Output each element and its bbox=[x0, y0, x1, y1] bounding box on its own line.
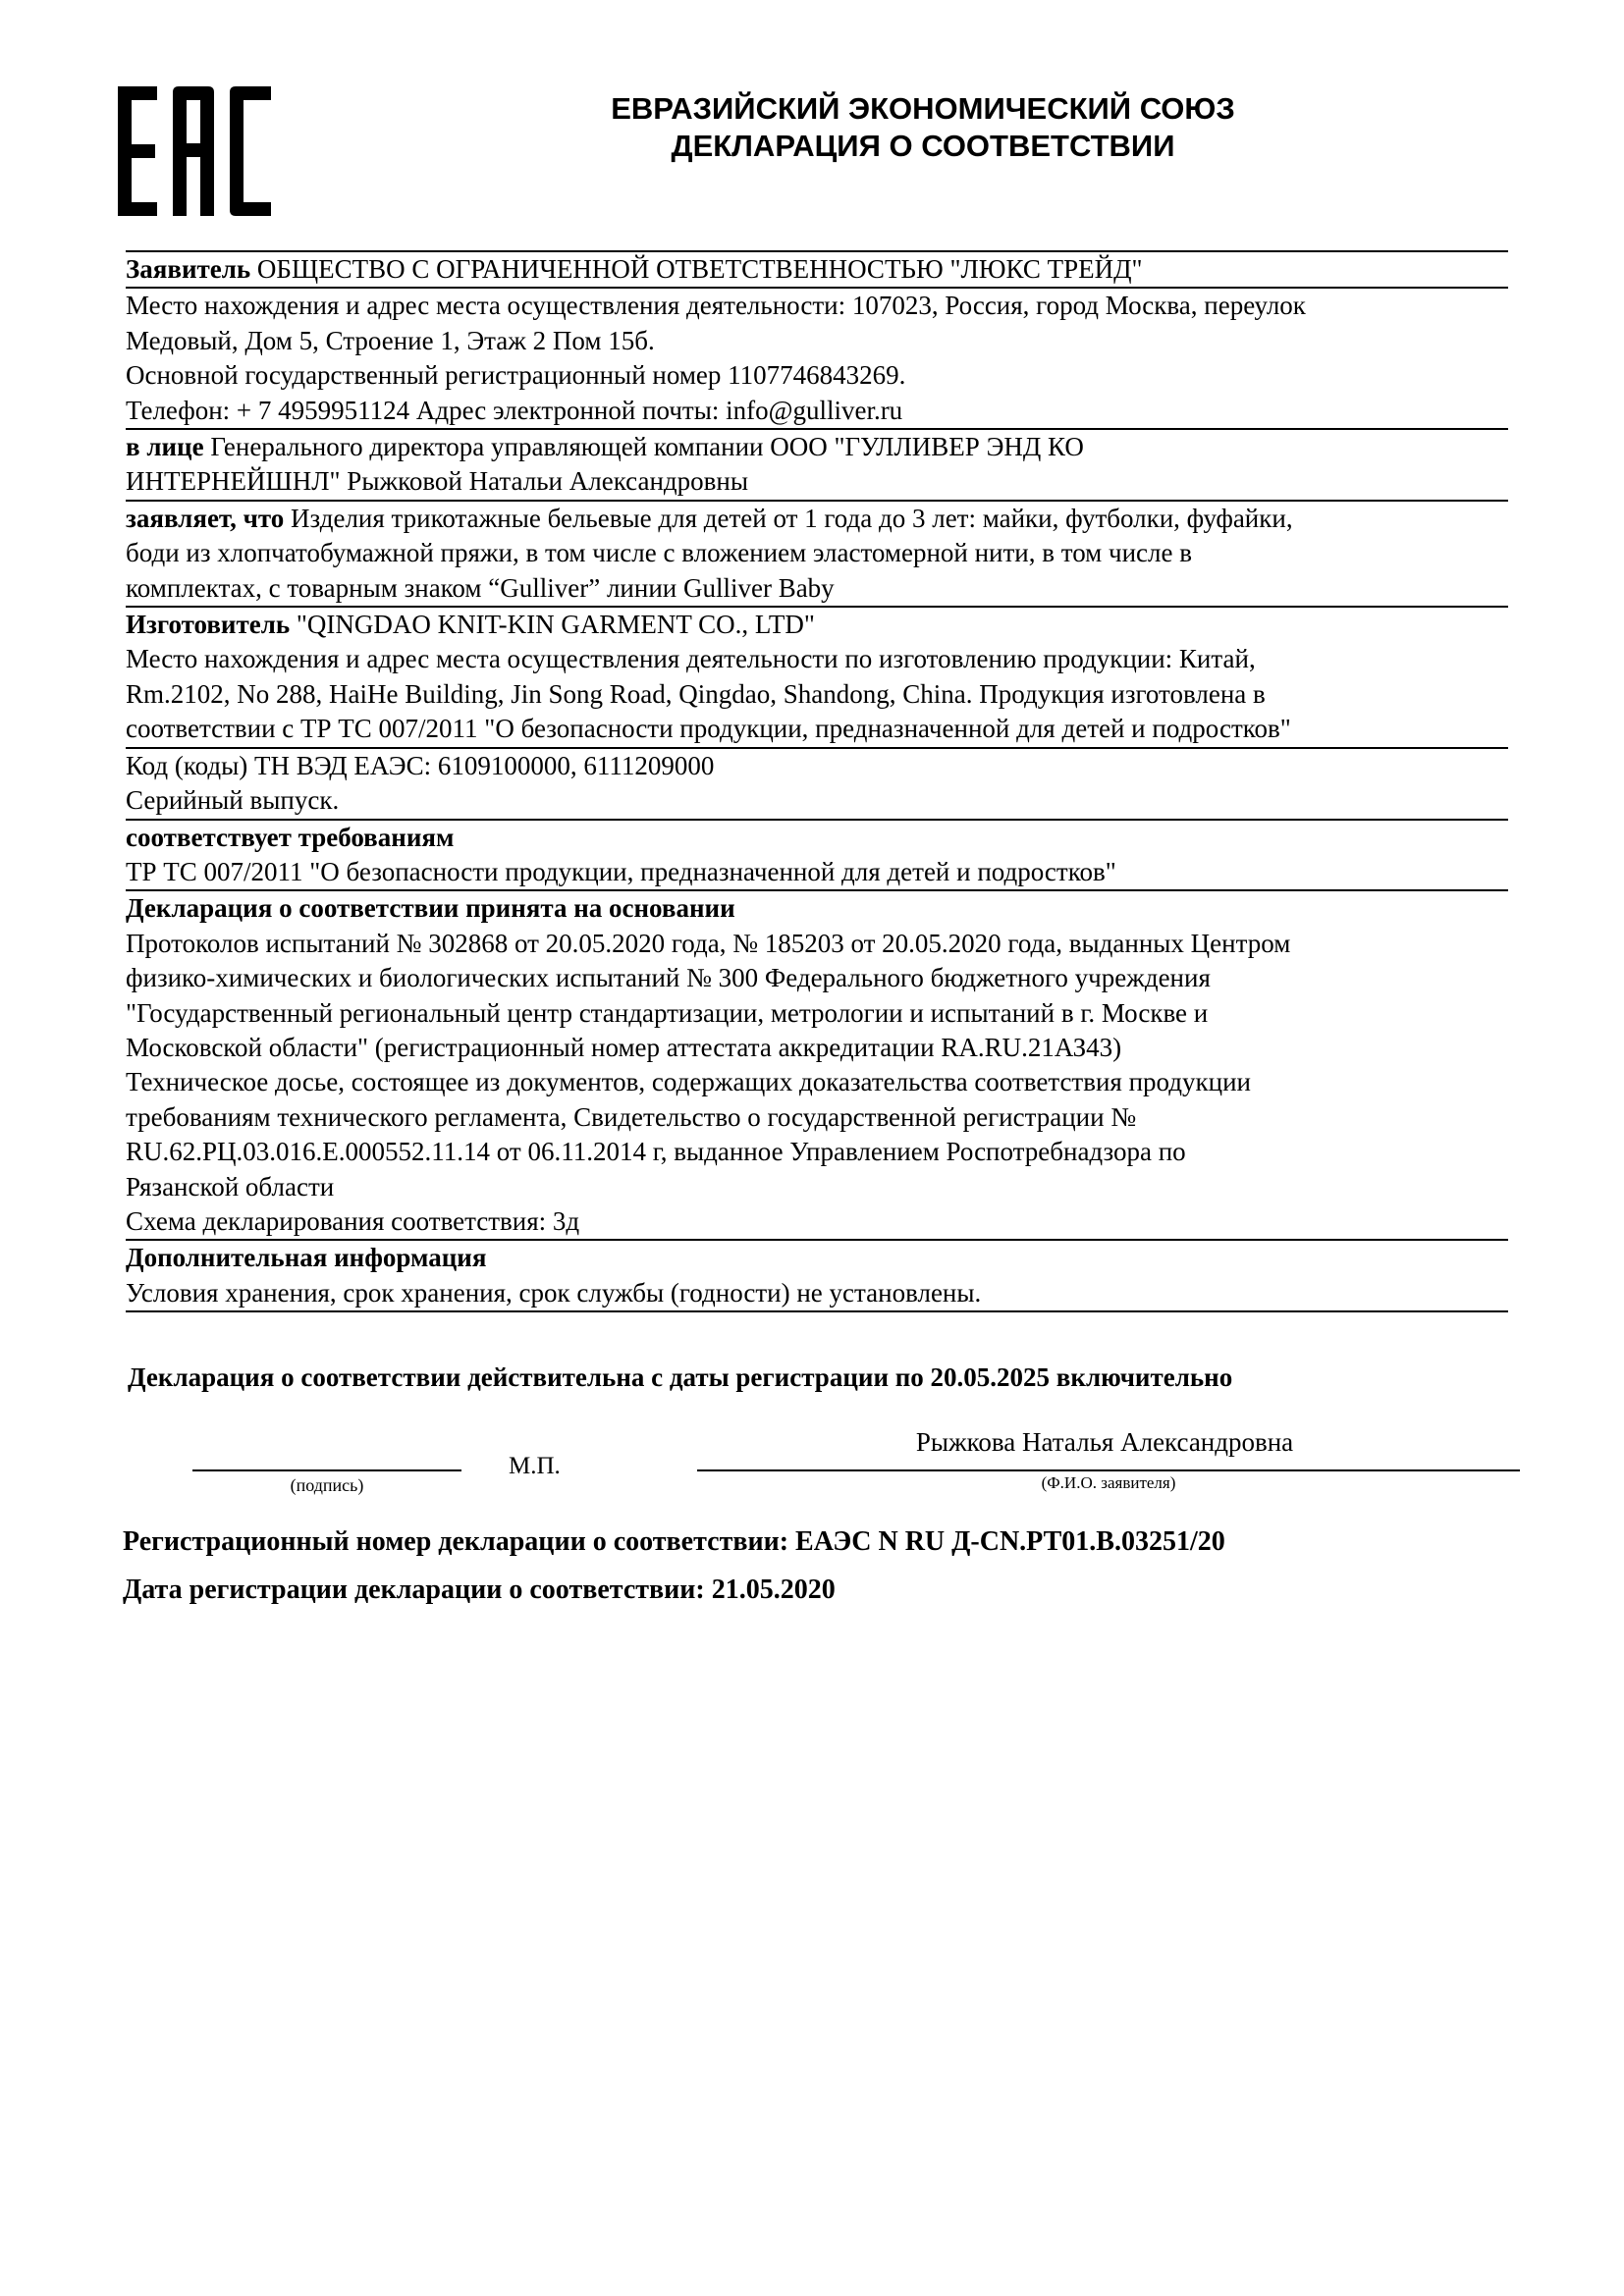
signature-line bbox=[192, 1469, 461, 1471]
manufacturer-address: Rm.2102, No 288, HaiHe Building, Jin Song Road, Qingdao, Shandong, China. Продукция изготовлена в bbox=[126, 678, 1266, 709]
product-description: Изделия трикотажные бельевые для детей от 1 года до 3 лет: майки, футболки, фуфайки, bbox=[291, 503, 1293, 533]
applicant-section bbox=[126, 250, 1508, 289]
representative-label: в лице bbox=[126, 432, 204, 462]
basis-section bbox=[126, 891, 1508, 1241]
manufacturer-address: Место нахождения и адрес места осуществления деятельности по изготовлению продукции: Китай, bbox=[126, 644, 1256, 674]
additional-text: Условия хранения, срок хранения, срок службы (годности) не установлены. bbox=[126, 1277, 982, 1308]
basis-text: RU.62.РЦ.03.016.Е.000552.11.14 от 06.11.2014 г, выданное Управлением Роспотребнадзора по bbox=[126, 1137, 1186, 1167]
applicant-details-section bbox=[126, 289, 1508, 430]
applicant-ogrn: Основной государственный регистрационный номер 1107746843269. bbox=[126, 360, 906, 391]
basis-text: Московской области" (регистрационный номер аттестата аккредитации RA.RU.21АЗ43) bbox=[126, 1032, 1122, 1062]
requirements-label: соответствует требованиям bbox=[126, 822, 455, 852]
basis-label: Декларация о соответствии принята на основании bbox=[126, 893, 735, 924]
additional-label: Дополнительная информация bbox=[126, 1243, 487, 1273]
declaration-body bbox=[126, 250, 1508, 1312]
basis-text: физико-химических и биологических испытаний № 300 Федерального бюджетного учреждения bbox=[126, 963, 1211, 993]
signature-caption: (подпись) bbox=[290, 1475, 364, 1495]
registration-number: Регистрационный номер декларации о соответствии: ЕАЭС N RU Д-CN.РТ01.В.03251/20 bbox=[123, 1526, 1225, 1557]
representative-text: Генерального директора управляющей компании ООО "ГУЛЛИВЕР ЭНД КО bbox=[210, 432, 1084, 462]
basis-text: "Государственный региональный центр стандартизации, метрологии и испытаний в г. Москве и bbox=[126, 997, 1209, 1028]
basis-text: Рязанской области bbox=[126, 1171, 335, 1201]
tnved-codes: Код (коды) ТН ВЭД ЕАЭС: 6109100000, 6111209000 bbox=[126, 750, 715, 780]
applicant-address-line: Медовый, Дом 5, Строение 1, Этаж 2 Пом 15б. bbox=[126, 325, 655, 355]
applicant-name: ОБЩЕСТВО С ОГРАНИЧЕННОЙ ОТВЕТСТВЕННОСТЬЮ "ЛЮКС ТРЕЙД" bbox=[256, 254, 1143, 284]
manufacturer-address: соответствии с ТР ТС 007/2011 "О безопасности продукции, предназначенной для детей и подростков" bbox=[126, 714, 1291, 744]
declaration-scheme: Схема декларирования соответствия: 3д bbox=[126, 1205, 580, 1236]
declares-label: заявляет, что bbox=[126, 503, 285, 533]
manufacturer-section bbox=[126, 608, 1508, 749]
registration-date: Дата регистрации декларации о соответствии: 21.05.2020 bbox=[123, 1575, 836, 1605]
codes-section bbox=[126, 749, 1508, 821]
basis-text: требованиям технического регламента, Свидетельство о государственной регистрации № bbox=[126, 1101, 1137, 1132]
requirements-text: ТР ТС 007/2011 "О безопасности продукции, предназначенной для детей и подростков" bbox=[126, 856, 1116, 886]
applicant-address-line: Место нахождения и адрес места осуществления деятельности: 107023, Россия, город Москва, переулок bbox=[126, 291, 1306, 321]
product-description: комплектах, с товарным знаком “Gulliver” линии Gulliver Baby bbox=[126, 572, 835, 603]
basis-text: Протоколов испытаний № 302868 от 20.05.2020 года, № 185203 от 20.05.2020 года, выданных Центром bbox=[126, 928, 1291, 958]
signer-line bbox=[697, 1469, 1520, 1471]
manufacturer-label: Изготовитель bbox=[126, 610, 291, 640]
requirements-section bbox=[126, 821, 1508, 892]
signer-name: Рыжкова Наталья Александровна bbox=[915, 1427, 1294, 1457]
stamp-place: М.П. bbox=[509, 1453, 561, 1479]
representative-section bbox=[126, 430, 1508, 502]
declares-section bbox=[126, 502, 1508, 608]
eac-logo bbox=[118, 86, 275, 216]
validity-statement: Декларация о соответствии действительна с даты регистрации по 20.05.2025 включительно bbox=[128, 1362, 1233, 1392]
basis-text: Техническое досье, состоящее из документов, содержащих доказательства соответствия продукции bbox=[126, 1067, 1251, 1097]
union-title: ЕВРАЗИЙСКИЙ ЭКОНОМИЧЕСКИЙ СОЮЗ bbox=[611, 91, 1235, 126]
serial-release: Серийный выпуск. bbox=[126, 785, 340, 816]
document-header bbox=[412, 90, 1434, 165]
applicant-label: Заявитель bbox=[126, 254, 251, 284]
additional-section bbox=[126, 1241, 1508, 1312]
signer-caption: (Ф.И.О. заявителя) bbox=[1041, 1473, 1176, 1492]
applicant-contacts: Телефон: + 7 4959951124 Адрес электронной почты: info@gulliver.ru bbox=[126, 395, 903, 425]
manufacturer-name: "QINGDAO KNIT-KIN GARMENT CO., LTD" bbox=[296, 610, 815, 640]
document-title: ДЕКЛАРАЦИЯ О СООТВЕТСТВИИ bbox=[671, 129, 1175, 163]
product-description: боди из хлопчатобумажной пряжи, в том числе с вложением эластомерной нити, в том числе в bbox=[126, 538, 1192, 568]
representative-text: ИНТЕРНЕЙШНЛ" Рыжковой Натальи Александровны bbox=[126, 466, 748, 497]
